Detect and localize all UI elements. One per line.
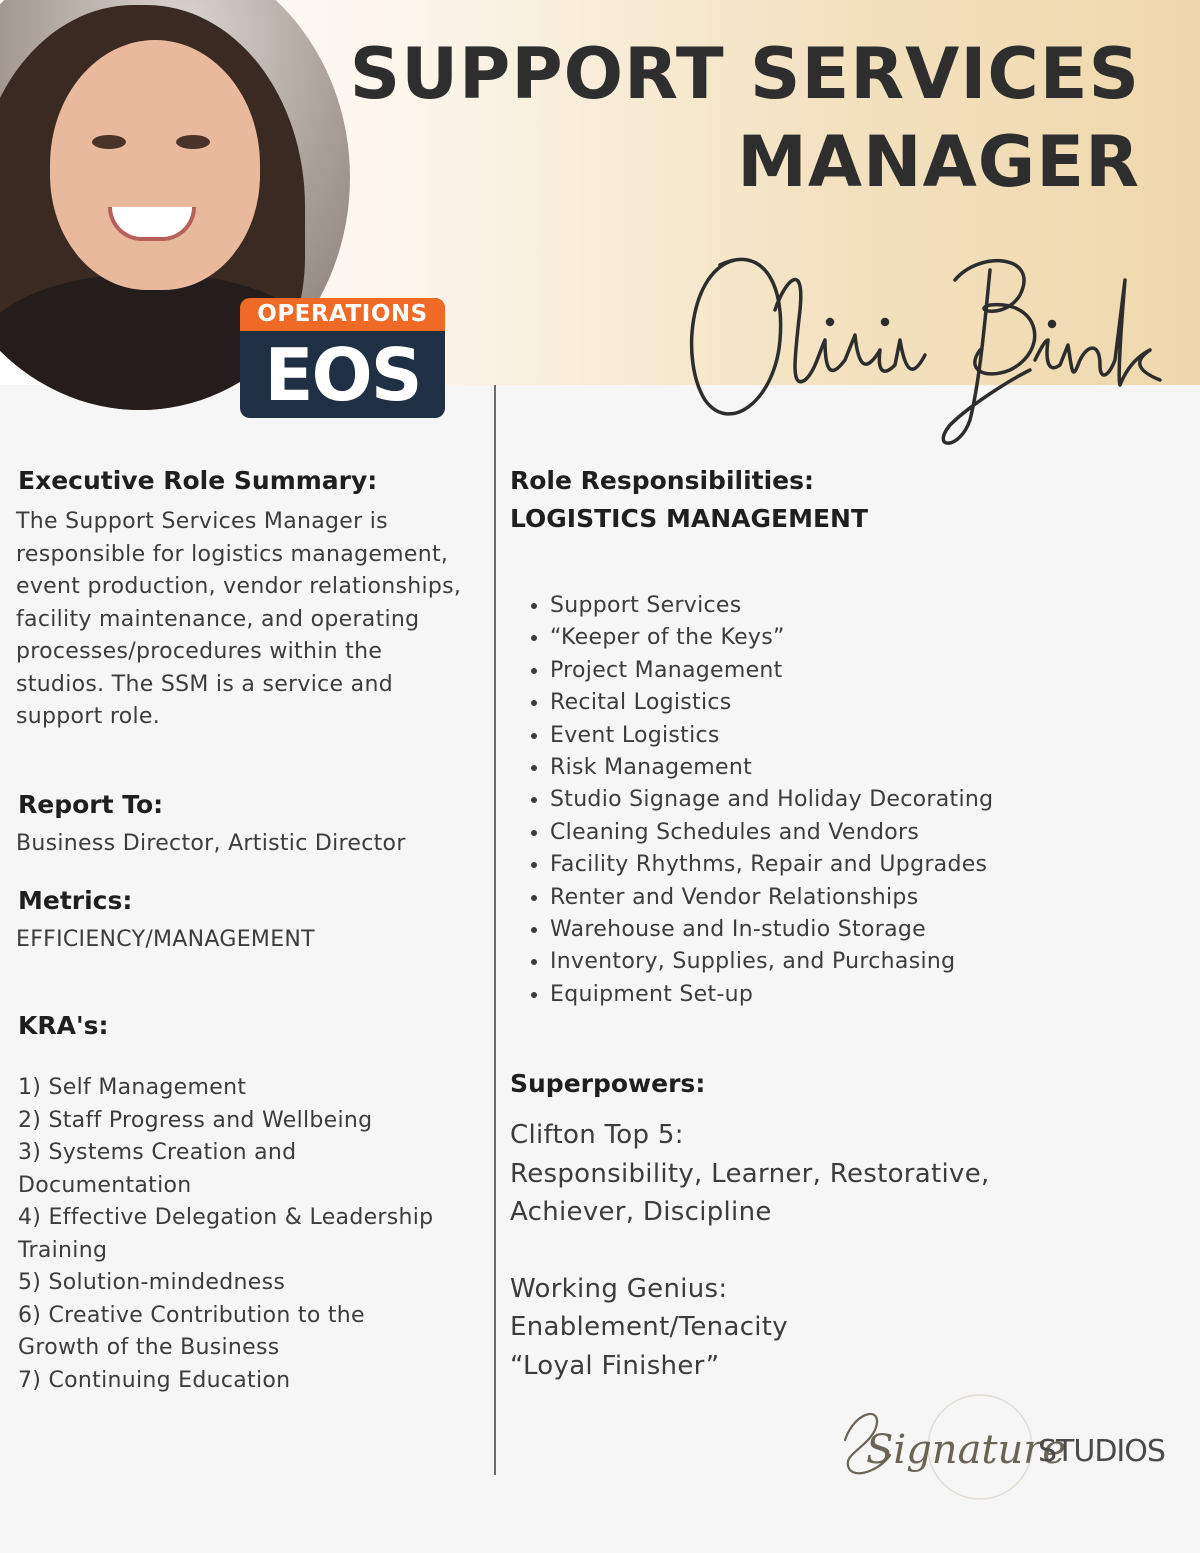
clifton-line-2: Achiever, Discipline xyxy=(510,1197,772,1227)
operations-eos-badge xyxy=(240,298,445,418)
summary-text: The Support Services Manager is responsible for logistics management, event production, vendor relationships, facility maintenance, and operating processes/procedures within the studios. The SSM is a service and support role. xyxy=(16,509,462,729)
report-heading: Report To: xyxy=(18,790,164,819)
list-item: 4) Effective Delegation & Leadership xyxy=(18,1205,434,1230)
list-item: • Equipment Set-up xyxy=(550,979,993,1011)
title-line-1: SUPPORT SERVICES xyxy=(349,33,1140,115)
list-item: • Facility Rhythms, Repair and Upgrades xyxy=(550,849,993,881)
logo-script-text: Signature xyxy=(866,1427,1067,1473)
logo-word-text: STUDIOS xyxy=(1038,1434,1165,1469)
list-item: • Warehouse and In-studio Storage xyxy=(550,914,993,946)
superpowers-text xyxy=(510,1116,990,1385)
signature-studios-logo xyxy=(830,1385,1170,1505)
list-item: • Renter and Vendor Relationships xyxy=(550,882,993,914)
superpowers-heading: Superpowers: xyxy=(510,1069,706,1098)
list-item: Training xyxy=(18,1237,108,1263)
kra-heading: KRA's: xyxy=(18,1011,109,1040)
list-item: • “Keeper of the Keys” xyxy=(550,622,993,654)
list-item: Growth of the Business xyxy=(18,1335,280,1360)
kra-list xyxy=(18,1072,433,1397)
list-item: • Cleaning Schedules and Vendors xyxy=(550,817,993,849)
list-item: • Event Logistics xyxy=(550,720,993,752)
list-item: • Project Management xyxy=(550,655,993,687)
responsibilities-subheading: LOGISTICS MANAGEMENT xyxy=(510,504,869,533)
column-divider xyxy=(494,385,496,1475)
list-item: 7) Continuing Education xyxy=(18,1367,291,1393)
summary-heading: Executive Role Summary: xyxy=(18,466,378,495)
list-item: • Support Services xyxy=(550,590,993,622)
list-item: Documentation xyxy=(18,1172,192,1198)
list-item: • Recital Logistics xyxy=(550,687,993,719)
responsibilities-list xyxy=(510,590,993,1011)
list-item: • Studio Signage and Holiday Decorating xyxy=(550,784,993,816)
genius-value: Enablement/Tenacity xyxy=(510,1312,788,1342)
page-title xyxy=(350,30,1140,206)
metrics-value: EFFICIENCY/MANAGEMENT xyxy=(16,927,315,952)
badge-top-label: OPERATIONS xyxy=(240,298,445,331)
clifton-line-1: Responsibility, Learner, Restorative, xyxy=(510,1158,990,1189)
responsibilities-heading: Role Responsibilities: xyxy=(510,466,815,495)
list-item: 1) Self Management xyxy=(18,1075,247,1100)
badge-logo-text: EOS xyxy=(264,333,421,417)
genius-quote: “Loyal Finisher” xyxy=(510,1350,720,1381)
signature-olivia-bink xyxy=(680,240,1180,460)
list-item: 6) Creative Contribution to the xyxy=(18,1302,365,1328)
genius-label: Working Genius: xyxy=(510,1273,728,1304)
clifton-label: Clifton Top 5: xyxy=(510,1120,684,1150)
list-item: 3) Systems Creation and xyxy=(18,1140,297,1165)
list-item: • Inventory, Supplies, and Purchasing xyxy=(550,946,993,978)
title-line-2: MANAGER xyxy=(737,121,1140,203)
list-item: • Risk Management xyxy=(550,752,993,784)
list-item: 2) Staff Progress and Wellbeing xyxy=(18,1107,373,1133)
report-value: Business Director, Artistic Director xyxy=(16,831,406,856)
metrics-heading: Metrics: xyxy=(18,886,133,915)
list-item: 5) Solution-mindedness xyxy=(18,1270,286,1295)
